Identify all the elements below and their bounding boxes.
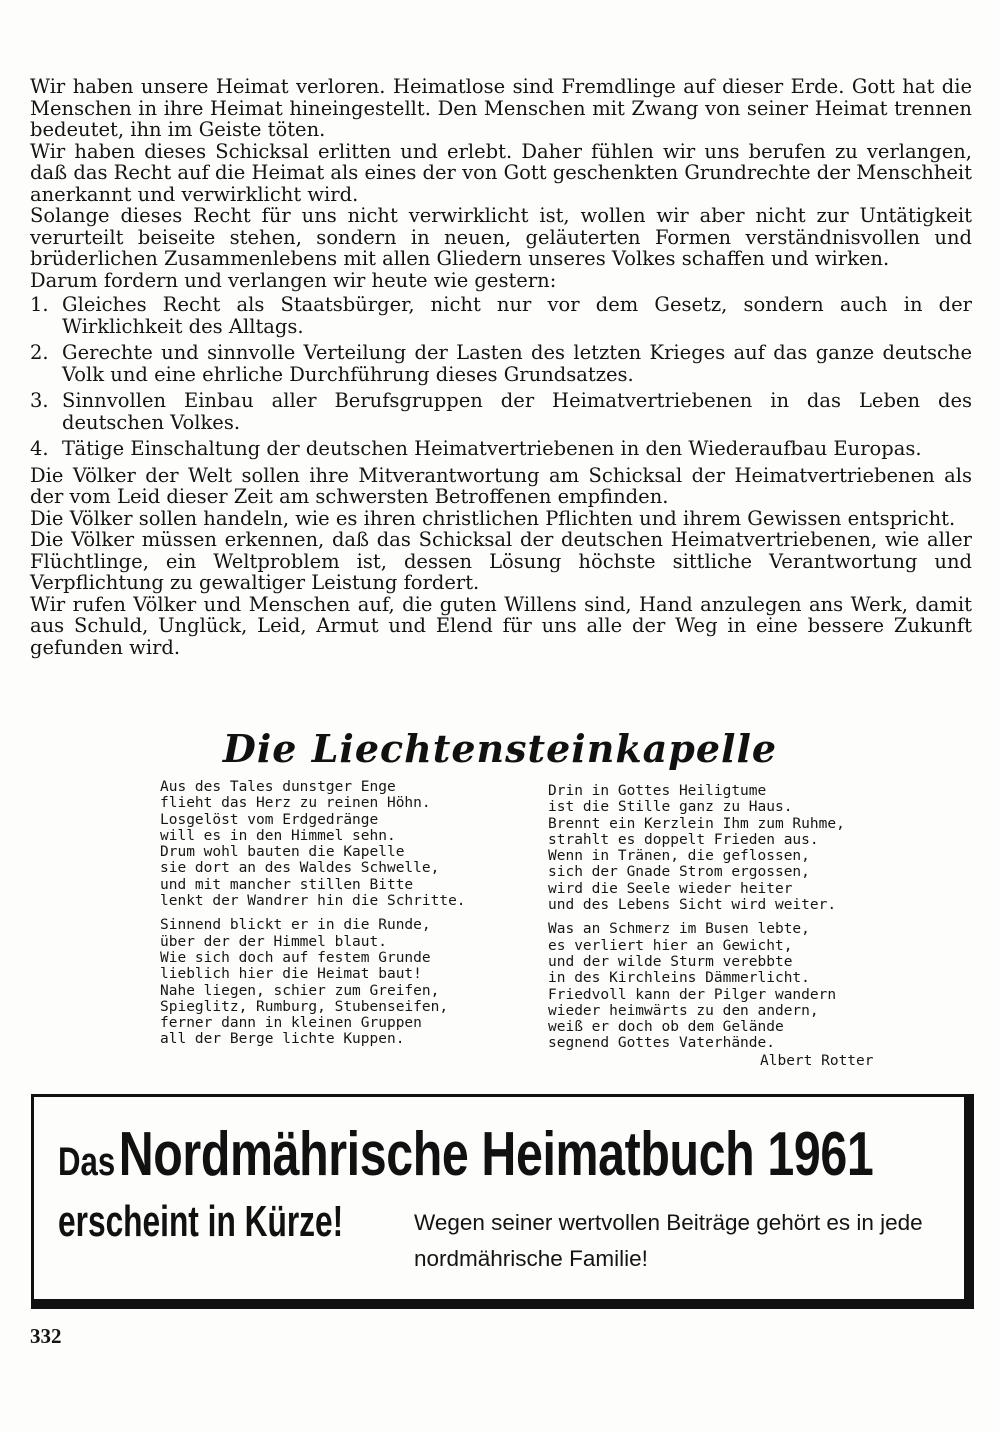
poem-line: will es in den Himmel sehn. [160, 827, 396, 844]
list-item-text: Gerechte und sinnvolle Verteilung der Lasten des letzten Krieges auf das ganze deutsche Volk und eine ehrliche Durchführung dieses Grundsatzes. [62, 341, 972, 386]
poem-line: Sinnend blickt er in die Runde, [160, 917, 431, 934]
poem-line: Losgelöst vom Erdgedränge [160, 811, 379, 828]
list-item-text: Tätige Einschaltung der deutschen Heimatvertriebenen in den Wiederaufbau Europas. [62, 437, 922, 460]
poem-line: ist die Stille ganz zu Haus. [548, 799, 793, 816]
poem-stanza [160, 779, 500, 909]
paragraph: Wir rufen Völker und Menschen auf, die guten Willens sind, Hand anzulegen ans Werk, damit aus Schuld, Unglück, Leid, Armut und Elend für uns alle der Weg in eine bessere Zukunft gefunden wird. [30, 592, 972, 659]
page-number: 332 [30, 1324, 62, 1348]
paragraph: Wir haben dieses Schicksal erlitten und erlebt. Daher fühlen wir uns berufen zu verlangen, daß das Recht auf die Heimat als eines der von Gott geschenkten Grundrechte der Menschheit anerkannt und verwirklicht wird. [30, 139, 973, 206]
paragraph: Darum fordern und verlangen wir heute wie gestern: [30, 268, 557, 292]
poem-line: strahlt es doppelt Frieden aus. [548, 831, 819, 848]
list-item [30, 390, 972, 433]
poem-line: Drum wohl bauten die Kapelle [160, 844, 405, 861]
ad-title [58, 1119, 873, 1190]
poem-line: ferner dann in kleinen Gruppen [160, 1015, 422, 1032]
poem-line: sie dort an des Waldes Schwelle, [160, 860, 440, 877]
poem-stanza [548, 921, 878, 1051]
ad-title-main: Nordmährische Heimatbuch 1961 [118, 1120, 874, 1189]
list-item [30, 294, 972, 337]
poem-line: weiß er doch ob dem Gelände [548, 1019, 784, 1036]
ad-subtitle: erscheint in Kürze! [58, 1197, 344, 1246]
poem-line: und der wilde Sturm verebbte [548, 953, 793, 970]
poem-line: segnend Gottes Vaterhände. [548, 1035, 775, 1052]
poem-stanza [548, 783, 878, 913]
poem-line: lieblich hier die Heimat baut! [160, 966, 422, 983]
paragraph: Die Völker müssen erkennen, daß das Schicksal der deutschen Heimatvertriebenen, wie aller Flüchtlinge, ein Weltproblem ist, dessen Lösung höchste sittliche Verantwortung und Verpflichtung zu gewaltiger Leistung fordert. [30, 528, 972, 594]
poem-line: über der der Himmel blaut. [160, 933, 387, 950]
poem-column-left [160, 779, 500, 1056]
paragraph: Solange dieses Recht für uns nicht verwirklicht ist, wollen wir aber nicht zur Untätigkeit verurteilt beiseite stehen, sondern in neuen, geläuterten Formen verständnisvollen und brüderlichen Zusammenlebens mit allen Gliedern unseres Volkes schaffen und wirken. [30, 204, 972, 270]
poem-line: wieder heimwärts zu den andern, [548, 1002, 819, 1019]
list-item [30, 342, 972, 385]
poem-line: lenkt der Wandrer hin die Schritte. [160, 893, 466, 910]
poem-line: wird die Seele wieder heiter [548, 880, 793, 897]
poem-line: flieht das Herz zu reinen Höhn. [160, 795, 431, 812]
list-item [30, 438, 972, 460]
poem-line: sich der Gnade Strom ergossen, [548, 864, 810, 881]
poem-line: in des Kirchleins Dämmerlicht. [548, 970, 810, 987]
list-number: 4. [30, 437, 49, 460]
paragraph: Die Völker sollen handeln, wie es ihren christlichen Pflichten und ihrem Gewissen entspricht. [30, 506, 956, 530]
list-item-text: Sinnvollen Einbau aller Berufsgruppen der Heimatvertriebenen in das Leben des deutschen Volkes. [62, 389, 972, 434]
poem-line: es verliert hier an Gewicht, [548, 937, 793, 954]
poem-stanza [160, 917, 500, 1047]
paragraph: Die Völker der Welt sollen ihre Mitverantwortung am Schicksal der Heimatvertriebenen als der vom Leid dieser Zeit am schwersten Betroffenen empfinden. [30, 463, 972, 508]
poem-column-right [548, 783, 878, 1060]
paragraph: Wir haben unsere Heimat verloren. Heimatlose sind Fremdlinge auf dieser Erde. Gott hat die Menschen in ihre Heimat hineingestellt. Den Menschen mit Zwang von seiner Heimat trennen bedeutet, ihn im Geiste töten. [30, 75, 972, 141]
list-number: 2. [30, 341, 49, 364]
poem-line: Brennt ein Kerzlein Ihm zum Ruhme, [548, 815, 845, 832]
poem-line: Was an Schmerz im Busen lebte, [548, 921, 810, 938]
poem-line: Wenn in Tränen, die geflossen, [548, 848, 810, 865]
poem-line: Aus des Tales dunstger Enge [160, 779, 396, 795]
advertisement-box [31, 1094, 974, 1309]
poem-line: Friedvoll kann der Pilger wandern [548, 986, 837, 1003]
poem-line: all der Berge lichte Kuppen. [160, 1031, 405, 1048]
list-number: 1. [30, 293, 49, 316]
poem-line: Nahe liegen, schier zum Greifen, [160, 982, 440, 999]
poem-line: und des Lebens Sicht wird weiter. [548, 897, 837, 914]
list-item-text: Gleiches Recht als Staatsbürger, nicht nur vor dem Gesetz, sondern auch in der Wirklichkeit des Alltags. [62, 293, 972, 338]
poem-line: Spieglitz, Rumburg, Stubenseifen, [160, 998, 449, 1015]
ad-title-prefix: Das [58, 1140, 116, 1184]
demands-list [30, 294, 972, 460]
appeal-text [30, 76, 972, 658]
poem-line: und mit mancher stillen Bitte [160, 876, 414, 893]
poem-line: Wie sich doch auf festem Grunde [160, 949, 431, 966]
ad-note: Wegen seiner wertvollen Beiträge gehört es in jede nordmährische Familie! [414, 1210, 923, 1271]
poem-line: Drin in Gottes Heiligtume [548, 783, 767, 799]
list-number: 3. [30, 389, 49, 412]
poem-author: Albert Rotter [760, 1053, 874, 1069]
poem-title: Die Liechtensteinkapelle [222, 726, 778, 771]
